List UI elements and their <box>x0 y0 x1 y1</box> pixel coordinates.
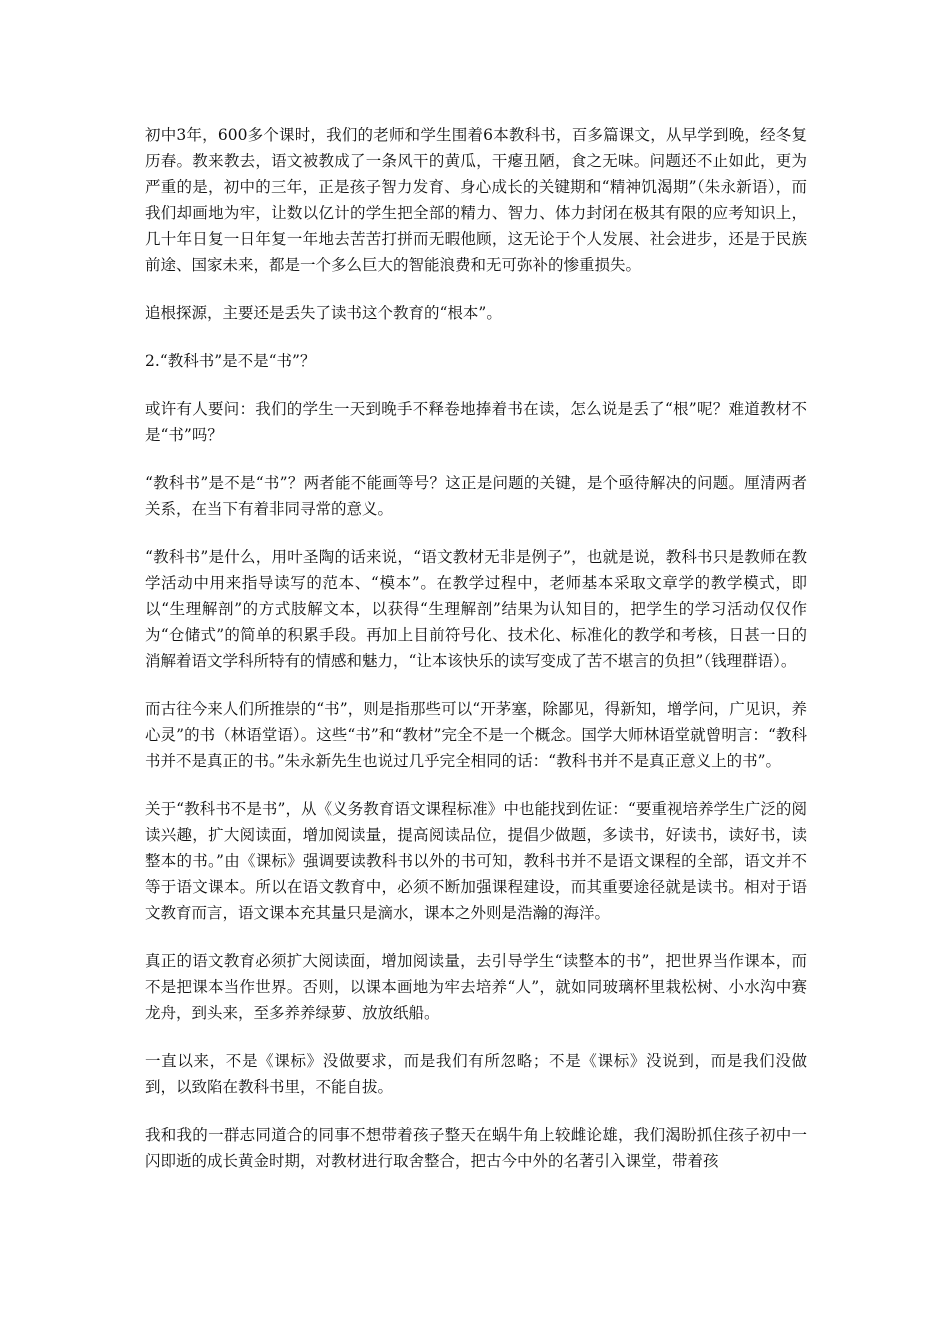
paragraph-6: “教科书”是什么，用叶圣陶的话来说，“语文教材无非是例子”，也就是说，教科书只是教师在教学活动中用来指导读写的范本、“模本”。在教学过程中，老师基本采取文章学的教学模式，即以“生理解剖”的方式肢解文本，以获得“生理解剖”结果为认知目的，把学生的学习活动仅仅作为“仓储式”的简单的积累手段。再加上目前符号化、技术化、标准化的教学和考核，日甚一日的消解着语文学科所特有的情感和魅力，“让本该快乐的读写变成了苦不堪言的负担”（钱理群语）。 <box>145 548 807 670</box>
paragraph-1: 初中3年，600多个课时，我们的老师和学生围着6本教科书，百多篇课文，从早学到晚，经冬复历春。教来教去，语文被教成了一条风干的黄瓜，干瘪丑陋，食之无味。问题还不止如此，更为严重的是，初中的三年，正是孩子智力发育、身心成长的关键期和“精神饥渴期”（朱永新语），而我们却画地为牢，让数以亿计的学生把全部的精力、智力、体力封闭在极其有限的应考知识上，几十年日复一日年复一年地去苦苦打拼而无暇他顾，这无论于个人发展、社会进步，还是于民族前途、国家未来，都是一个多么巨大的智能浪费和无可弥补的惨重损失。 <box>145 126 807 274</box>
paragraph-4: 或许有人要问：我们的学生一天到晚手不释卷地捧着书在读，怎么说是丢了“根”呢？难道教材不是“书”吗？ <box>145 400 807 444</box>
document-body <box>145 122 807 1196</box>
section-heading: 2.“教科书”是不是“书”？ <box>145 352 316 370</box>
paragraph-10: 一直以来，不是《课标》没做要求，而是我们有所忽略；不是《课标》没说到，而是我们没做到，以致陷在教科书里，不能自拔。 <box>145 1052 807 1096</box>
paragraph-11: 我和我的一群志同道合的同事不想带着孩子整天在蜗牛角上较雌论雄，我们渴盼抓住孩子初中一闪即逝的成长黄金时期，对教材进行取舍整合，把古今中外的名著引入课堂，带着孩 <box>145 1126 807 1170</box>
paragraph-7: 而古往今来人们所推崇的“书”，则是指那些可以“开茅塞，除鄙见，得新知，增学问，广见识，养心灵”的书（林语堂语）。这些“书”和“教材”完全不是一个概念。国学大师林语堂就曾明言：“教科书并不是真正的书。”朱永新先生也说过几乎完全相同的话：“教科书并不是真正意义上的书”。 <box>145 700 807 770</box>
paragraph-9: 真正的语文教育必须扩大阅读面，增加阅读量，去引导学生“读整本的书”，把世界当作课本，而不是把课本当作世界。否则，以课本画地为牢去培养“人”，就如同玻璃杯里栽松树、小水沟中赛龙舟，到头来，至多养养绿萝、放放纸船。 <box>145 952 807 1022</box>
paragraph-2: 追根探源，主要还是丢失了读书这个教育的“根本”。 <box>145 304 502 322</box>
paragraph-8: 关于“教科书不是书”，从《义务教育语文课程标准》中也能找到佐证：“要重视培养学生广泛的阅读兴趣，扩大阅读面，增加阅读量，提高阅读品位，提倡少做题，多读书，好读书，读好书，读整本的书。”由《课标》强调要读教科书以外的书可知，教科书并不是语文课程的全部，语文并不等于语文课本。所以在语文教育中，必须不断加强课程建设，而其重要途径就是读书。相对于语文教育而言，语文课本充其量只是滴水，课本之外则是浩瀚的海洋。 <box>145 800 807 922</box>
paragraph-5: “教科书”是不是“书”？两者能不能画等号？这正是问题的关键，是个亟待解决的问题。厘清两者关系，在当下有着非同寻常的意义。 <box>145 474 807 518</box>
